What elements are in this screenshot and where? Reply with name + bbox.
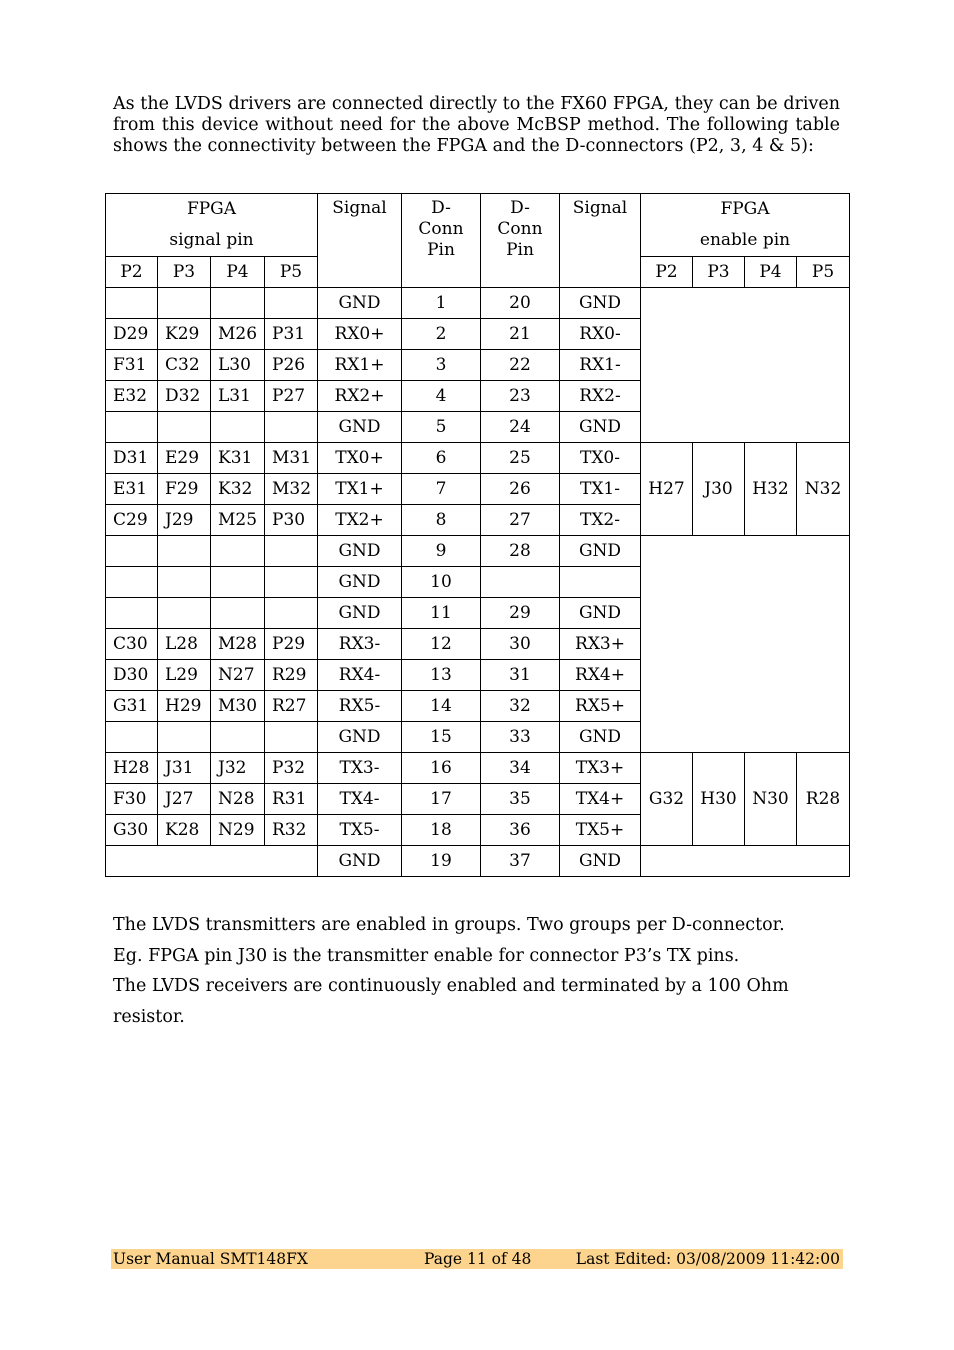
signal-cell: RX3+ [560,629,641,660]
enable-pin-cell-p4: N30 [745,753,797,846]
fpga-signal-cell-p2 [106,722,158,753]
fpga-signal-cell-p3: L29 [158,660,211,691]
pin-cell: 32 [481,691,560,722]
signal-header-left: Signal [318,194,402,288]
pin-cell: 21 [481,319,560,350]
enable-cell-empty [641,288,850,443]
pin-cell: 30 [481,629,560,660]
fpga-signal-cell-p4: N27 [211,660,265,691]
fpga-signal-cell-p4: L31 [211,381,265,412]
pin-cell: 31 [481,660,560,691]
enable-pin-cell-p3: H30 [693,753,745,846]
table-header [106,194,850,288]
table-row [106,443,850,474]
fpga-signal-cell-p2 [106,412,158,443]
pin-cell: 7 [402,474,481,505]
fpga-signal-cell-p2: E32 [106,381,158,412]
pin-cell [481,567,560,598]
dconn-pin-header-left [402,194,481,288]
table-row [106,846,850,877]
fpga-signal-cell-p5: R29 [265,660,318,691]
fpga-signal-cell-p3: H29 [158,691,211,722]
pin-cell: 27 [481,505,560,536]
fpga-enable-pin-header [641,194,850,257]
pin-cell: 23 [481,381,560,412]
notes [113,910,853,1027]
fpga-signal-cell-p3 [158,598,211,629]
signal-cell: RX2+ [318,381,402,412]
fpga-signal-cell-p2: C30 [106,629,158,660]
signal-cell: GND [318,598,402,629]
pin-cell: 14 [402,691,481,722]
fpga-signal-cell-p5: P30 [265,505,318,536]
note-line: The LVDS receivers are continuously enabled and terminated by a 100 Ohm resistor. [113,976,789,1027]
enable-pin-cell-p2: H27 [641,443,693,536]
signal-cell: TX5- [318,815,402,846]
pin-cell: 5 [402,412,481,443]
signal-cell: RX1- [560,350,641,381]
fpga-signal-cell-p4 [211,412,265,443]
pin-cell: 19 [402,846,481,877]
dconn-pin-header-right [481,194,560,288]
signal-cell: GND [560,288,641,319]
fpga-signal-cell-p3: K28 [158,815,211,846]
col-header-p5: P5 [265,257,318,288]
header-line: Pin [506,240,534,260]
header-line: D- [431,198,451,218]
col-header-p3: P3 [693,257,745,288]
fpga-signal-cell-p2: D29 [106,319,158,350]
pin-cell: 33 [481,722,560,753]
header-line: Pin [427,240,455,260]
fpga-signal-cell-p2: D30 [106,660,158,691]
fpga-signal-cell-p4 [211,567,265,598]
fpga-signal-cell-p3 [158,412,211,443]
fpga-signal-cell-p4 [211,536,265,567]
col-header-p5: P5 [797,257,850,288]
pin-cell: 3 [402,350,481,381]
pin-cell: 20 [481,288,560,319]
fpga-signal-cell-p2 [106,598,158,629]
signal-cell: TX4+ [560,784,641,815]
enable-cell-empty [641,846,850,877]
signal-cell: GND [560,412,641,443]
signal-cell: TX3+ [560,753,641,784]
fpga-signal-cell-p4: J32 [211,753,265,784]
pin-cell: 26 [481,474,560,505]
header-line: D- [510,198,530,218]
fpga-signal-cell-p5 [265,288,318,319]
pin-cell: 9 [402,536,481,567]
pin-cell: 34 [481,753,560,784]
fpga-signal-cell-p2 [106,288,158,319]
page-footer [111,1249,843,1269]
fpga-signal-cell-p2: F31 [106,350,158,381]
note-line: The LVDS transmitters are enabled in groups. Two groups per D-connector. [113,915,785,935]
signal-cell: GND [560,598,641,629]
note-line: Eg. FPGA pin J30 is the transmitter enable for connector P3’s TX pins. [113,945,740,966]
fpga-signal-cell-p4 [211,288,265,319]
pin-cell: 1 [402,288,481,319]
footer-manual-title: User Manual SMT148FX [113,1250,308,1268]
fpga-signal-cell-p3: L28 [158,629,211,660]
intro-paragraph: As the LVDS drivers are connected directly to the FX60 FPGA, they can be driven from this device without need for the above McBSP method. The following table shows the connectivity between the FPGA and the D-connectors (P2, 3, 4 & 5): [113,94,840,156]
enable-pin-cell-p5: R28 [797,753,850,846]
fpga-signal-cell-p2: E31 [106,474,158,505]
fpga-signal-cell-p5: P31 [265,319,318,350]
signal-cell: GND [318,412,402,443]
col-header-p4: P4 [745,257,797,288]
header-line: enable pin [699,230,791,250]
fpga-signal-cell-p3: J29 [158,505,211,536]
fpga-signal-cell-p3 [158,536,211,567]
footer-page-number: Page 11 of 48 [424,1250,532,1268]
signal-cell: GND [560,846,641,877]
pin-cell: 28 [481,536,560,567]
fpga-signal-pin-header [106,194,318,257]
signal-cell: TX0- [560,443,641,474]
fpga-signal-cell-p3 [158,288,211,319]
signal-cell: GND [560,722,641,753]
header-line: FPGA [720,199,770,219]
header-line: Conn [497,219,543,239]
fpga-signal-cell-p4: M26 [211,319,265,350]
signal-cell: GND [318,536,402,567]
col-header-p3: P3 [158,257,211,288]
signal-cell: GND [560,536,641,567]
fpga-signal-cell-p3: J27 [158,784,211,815]
fpga-signal-cell-p3: E29 [158,443,211,474]
fpga-signal-cell-p3 [158,567,211,598]
signal-cell: GND [318,846,402,877]
fpga-signal-cell-p4: K32 [211,474,265,505]
signal-cell: TX2+ [318,505,402,536]
fpga-signal-cell-p2: D31 [106,443,158,474]
fpga-signal-cell-p5: R27 [265,691,318,722]
fpga-signal-cell-p2: H28 [106,753,158,784]
pin-cell: 10 [402,567,481,598]
signal-cell: RX4- [318,660,402,691]
fpga-signal-cell-p3: F29 [158,474,211,505]
header-row [106,194,850,257]
signal-cell: TX5+ [560,815,641,846]
header-line: Conn [418,219,464,239]
signal-cell: RX5+ [560,691,641,722]
fpga-signal-cell-p3: D32 [158,381,211,412]
fpga-signal-cell-p4 [211,722,265,753]
fpga-signal-cell-p5 [265,567,318,598]
fpga-signal-cell-p5: P26 [265,350,318,381]
pin-cell: 15 [402,722,481,753]
fpga-signal-cell-p4: M25 [211,505,265,536]
pin-cell: 4 [402,381,481,412]
enable-cell-empty [641,536,850,753]
pin-cell: 22 [481,350,560,381]
fpga-signal-cell-p2: F30 [106,784,158,815]
fpga-signal-cell-p4: N28 [211,784,265,815]
fpga-signal-cell-p5: P29 [265,629,318,660]
pin-cell: 11 [402,598,481,629]
fpga-signal-cell-p5: P27 [265,381,318,412]
pin-cell: 37 [481,846,560,877]
pin-cell: 18 [402,815,481,846]
pin-cell: 13 [402,660,481,691]
signal-cell: TX1- [560,474,641,505]
table-row [106,288,850,319]
pin-cell: 12 [402,629,481,660]
pin-cell: 25 [481,443,560,474]
fpga-signal-cell-p4: N29 [211,815,265,846]
signal-cell: TX4- [318,784,402,815]
fpga-signal-cell-p5 [265,536,318,567]
col-header-p4: P4 [211,257,265,288]
table-row [106,753,850,784]
fpga-signal-cell-p4: M30 [211,691,265,722]
pin-cell: 17 [402,784,481,815]
fpga-signal-cell-p4: L30 [211,350,265,381]
fpga-signal-cell-p5: M32 [265,474,318,505]
fpga-signal-cell-p2 [106,567,158,598]
signal-cell: RX1+ [318,350,402,381]
fpga-signal-cell-p5: P32 [265,753,318,784]
fpga-signal-cell-p4: M28 [211,629,265,660]
pin-cell: 8 [402,505,481,536]
signal-cell: GND [318,567,402,598]
fpga-signal-cell-p2: G30 [106,815,158,846]
pin-cell: 29 [481,598,560,629]
enable-pin-cell-p2: G32 [641,753,693,846]
signal-cell: RX5- [318,691,402,722]
signal-cell [560,567,641,598]
table-body [106,288,850,877]
pin-cell: 6 [402,443,481,474]
signal-header-right: Signal [560,194,641,288]
fpga-signal-cell-p5: M31 [265,443,318,474]
fpga-signal-cell-p5 [265,722,318,753]
signal-cell: GND [318,288,402,319]
fpga-signal-cell-empty [106,846,318,877]
pin-connectivity-table [105,193,850,877]
signal-cell: RX4+ [560,660,641,691]
signal-cell: TX1+ [318,474,402,505]
enable-pin-cell-p4: H32 [745,443,797,536]
enable-pin-cell-p3: J30 [693,443,745,536]
signal-cell: RX0- [560,319,641,350]
header-line: signal pin [169,230,254,250]
signal-cell: GND [318,722,402,753]
pin-cell: 35 [481,784,560,815]
fpga-signal-cell-p3: J31 [158,753,211,784]
table-row [106,536,850,567]
pin-cell: 2 [402,319,481,350]
fpga-signal-cell-p5 [265,412,318,443]
fpga-signal-cell-p4 [211,598,265,629]
signal-cell: TX3- [318,753,402,784]
enable-pin-cell-p5: N32 [797,443,850,536]
fpga-signal-cell-p2: G31 [106,691,158,722]
fpga-signal-cell-p5: R31 [265,784,318,815]
signal-cell: RX3- [318,629,402,660]
header-line: FPGA [186,199,237,219]
col-header-p2: P2 [106,257,158,288]
col-header-p2: P2 [641,257,693,288]
pin-cell: 16 [402,753,481,784]
signal-cell: TX0+ [318,443,402,474]
pin-cell: 36 [481,815,560,846]
fpga-signal-cell-p4: K31 [211,443,265,474]
pin-cell: 24 [481,412,560,443]
fpga-signal-cell-p5: R32 [265,815,318,846]
signal-cell: TX2- [560,505,641,536]
footer-last-edited: Last Edited: 03/08/2009 11:42:00 [575,1250,840,1268]
signal-cell: RX0+ [318,319,402,350]
signal-cell: RX2- [560,381,641,412]
fpga-signal-cell-p2 [106,536,158,567]
fpga-signal-cell-p5 [265,598,318,629]
fpga-signal-cell-p3: C32 [158,350,211,381]
fpga-signal-cell-p2: C29 [106,505,158,536]
fpga-signal-cell-p3 [158,722,211,753]
fpga-signal-cell-p3: K29 [158,319,211,350]
